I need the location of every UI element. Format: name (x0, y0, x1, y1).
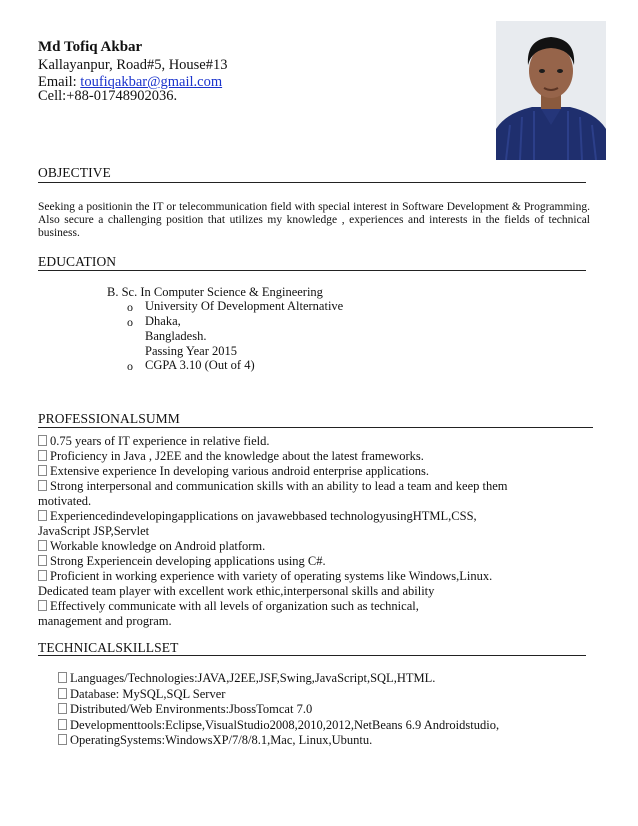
profile-photo (496, 21, 606, 160)
bullet-circle-icon: o (127, 315, 133, 329)
bullet-circle-icon: o (127, 300, 133, 314)
candidate-name: Md Tofiq Akbar (38, 39, 143, 55)
degree: B. Sc. In Computer Science & Engineering (107, 285, 323, 299)
technical-skills-heading: TECHNICALSKILLSET (38, 640, 179, 655)
list-item: Workable knowledge on Android platform. (38, 539, 558, 554)
list-item-continuation: JavaScript JSP,Servlet (38, 524, 150, 538)
technical-skills-list (58, 671, 499, 749)
list-item: OperatingSystems:WindowsXP/7/8/8.1,Mac, Linux,Ubuntu. (58, 733, 499, 749)
professional-summary-heading: PROFESSIONALSUMM (38, 411, 180, 426)
objective-divider (38, 182, 586, 183)
list-item: Distributed/Web Environments:JbossTomcat 7.0 (58, 702, 499, 718)
city: Dhaka, (145, 314, 181, 328)
bullet-box-icon (38, 450, 47, 461)
cell-phone: Cell:+88-01748902036. (38, 88, 178, 104)
bullet-box-icon (38, 435, 47, 446)
objective-heading: OBJECTIVE (38, 165, 111, 180)
professional-divider (38, 427, 593, 428)
list-item-continuation: management and program. (38, 614, 172, 628)
technical-divider (38, 655, 586, 656)
list-item: Database: MySQL,SQL Server (58, 687, 499, 703)
bullet-box-icon (58, 734, 67, 745)
bullet-box-icon (38, 510, 47, 521)
bullet-circle-icon: o (127, 359, 133, 373)
objective-text: Seeking a positionin the IT or telecommunication field with special interest in Software Development & Programming. Also secure a challenging position that utilizes my knowledge , experiences and interests in the fields of technical business. (38, 201, 590, 239)
cgpa: CGPA 3.10 (Out of 4) (145, 358, 255, 372)
list-item: Strong interpersonal and communication skills with an ability to lead a team and keep them (38, 479, 558, 494)
bullet-box-icon (38, 465, 47, 476)
list-item: Extensive experience In developing various android enterprise applications. (38, 464, 558, 479)
professional-summary-list (38, 434, 558, 629)
list-item: Effectively communicate with all levels of organization such as technical, (38, 599, 558, 614)
list-item: Developmenttools:Eclipse,VisualStudio2008,2010,2012,NetBeans 6.9 Androidstudio, (58, 718, 499, 734)
list-item: Strong Experiencein developing applications using C#. (38, 554, 558, 569)
list-item: 0.75 years of IT experience in relative field. (38, 434, 558, 449)
person-portrait-icon (496, 21, 606, 160)
bullet-box-icon (58, 703, 67, 714)
bullet-box-icon (38, 570, 47, 581)
bullet-box-icon (38, 555, 47, 566)
email-label: Email: (38, 74, 77, 90)
list-item: Proficient in working experience with variety of operating systems like Windows,Linux. (38, 569, 558, 584)
list-item-continuation: Dedicated team player with excellent work ethic,interpersonal skills and ability (38, 584, 435, 598)
bullet-box-icon (38, 600, 47, 611)
email-link[interactable]: toufiqakbar@gmail.com (80, 74, 223, 90)
list-item: Experiencedindevelopingapplications on javawebbased technologyusingHTML,CSS, (38, 509, 558, 524)
bullet-box-icon (38, 480, 47, 491)
bullet-box-icon (58, 672, 67, 683)
list-item: Proficiency in Java , J2EE and the knowledge about the latest frameworks. (38, 449, 558, 464)
education-heading: EDUCATION (38, 254, 117, 269)
country: Bangladesh. (145, 329, 207, 343)
list-item-continuation: motivated. (38, 494, 92, 508)
education-divider (38, 270, 586, 271)
list-item: Languages/Technologies:JAVA,J2EE,JSF,Swing,JavaScript,SQL,HTML. (58, 671, 499, 687)
address: Kallayanpur, Road#5, House#13 (38, 57, 228, 73)
bullet-box-icon (38, 540, 47, 551)
university: University Of Development Alternative (145, 299, 344, 313)
bullet-box-icon (58, 688, 67, 699)
bullet-box-icon (58, 719, 67, 730)
passing-year: Passing Year 2015 (145, 344, 238, 358)
